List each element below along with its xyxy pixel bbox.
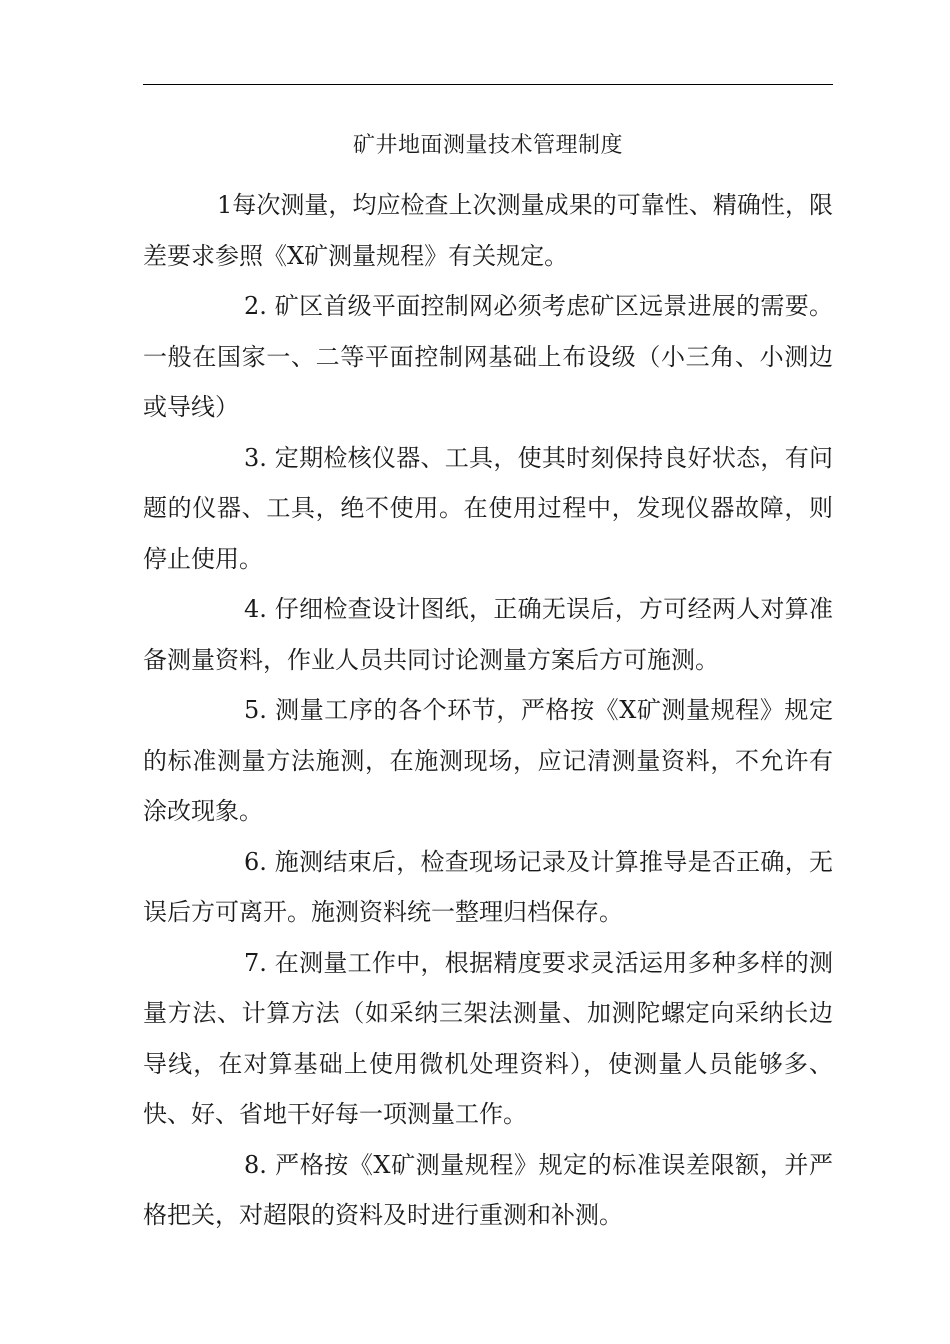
- paragraph-6: 6. 施测结束后，检查现场记录及计算推导是否正确，无误后方可离开。施测资料统一整理归档保存。: [143, 847, 833, 926]
- paragraph-4: 4. 仔细检查设计图纸，正确无误后，方可经两人对算准备测量资料，作业人员共同讨论测量方案后方可施测。: [143, 595, 833, 674]
- document-body: [143, 180, 833, 1241]
- header-rule: [143, 84, 833, 85]
- paragraph-2: 2. 矿区首级平面控制网必须考虑矿区远景进展的需要。一般在国家一、二等平面控制网基础上布设级（小三角、小测边或导线）: [143, 292, 833, 421]
- paragraph-7: 7. 在测量工作中，根据精度要求灵活运用多种多样的测量方法、计算方法（如采纳三架法测量、加测陀螺定向采纳长边导线，在对算基础上使用微机处理资料），使测量人员能够多、快、好、省地干好每一项测量工作。: [143, 948, 833, 1128]
- paragraph-1: 1每次测量，均应检查上次测量成果的可靠性、精确性，限差要求参照《X矿测量规程》有关规定。: [143, 191, 833, 270]
- document-title: 矿井地面测量技术管理制度: [352, 133, 623, 158]
- paragraph-3: 3. 定期检核仪器、工具，使其时刻保持良好状态，有问题的仪器、工具，绝不使用。在使用过程中，发现仪器故障，则停止使用。: [143, 443, 833, 573]
- paragraph-8: 8. 严格按《X矿测量规程》规定的标准误差限额，并严格把关，对超限的资料及时进行重测和补测。: [143, 1150, 833, 1229]
- paragraph-5: 5. 测量工序的各个环节，严格按《X矿测量规程》规定的标准测量方法施测，在施测现场，应记清测量资料，不允许有涂改现象。: [143, 696, 833, 825]
